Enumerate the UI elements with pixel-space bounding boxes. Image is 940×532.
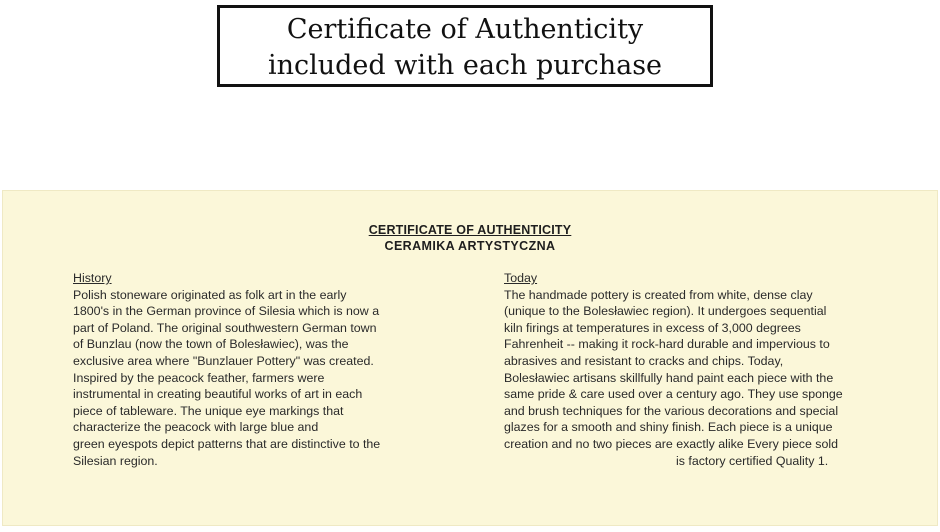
history-line: Polish stoneware originated as folk art in the early: [73, 287, 347, 302]
history-line: instrumental in creating beautiful works of art in each: [73, 387, 363, 402]
today-line: (unique to the Bolesławiec region). It undergoes sequential: [504, 304, 827, 319]
banner-line-2: included with each purchase: [267, 50, 663, 81]
certificate-card: [2, 190, 938, 526]
history-line: green eyespots depict patterns that are distinctive to the: [73, 436, 381, 451]
today-line: creation and no two pieces are exactly alike Every piece sold: [504, 436, 839, 451]
today-line: The handmade pottery is created from white, dense clay: [504, 287, 813, 302]
today-line: Bolesławiec artisans skillfully hand paint each piece with the: [504, 370, 834, 385]
banner-line-1: Certificate of Authenticity: [286, 14, 644, 45]
today-heading: Today: [504, 271, 538, 285]
today-line: glazes for a smooth and shiny finish. Each piece is a unique: [504, 420, 833, 435]
today-line: is factory certified Quality 1.: [676, 453, 829, 468]
certificate-subtitle: CERAMIKA ARTYSTYCZNA: [384, 239, 556, 253]
history-line: piece of tableware. The unique eye markings that: [73, 403, 344, 418]
history-heading: History: [73, 271, 112, 285]
history-line: characterize the peacock with large blue and: [73, 420, 319, 435]
history-line: Silesian region.: [73, 453, 158, 468]
certificate-banner: [217, 5, 713, 87]
today-line: Fahrenheit -- making it rock-hard durable and impervious to: [504, 337, 830, 352]
history-line: of Bunzlau (now the town of Bolesławiec), was the: [73, 337, 349, 352]
today-line: kiln firings at temperatures in excess of 3,000 degrees: [504, 320, 801, 335]
certificate-title: CERTIFICATE OF AUTHENTICITY: [368, 223, 572, 237]
history-section: [73, 270, 473, 469]
history-line: Inspired by the peacock feather, farmers were: [73, 370, 325, 385]
history-line: 1800's in the German province of Silesia which is now a: [73, 304, 380, 319]
today-line: abrasives and resistant to cracks and chips. Today,: [504, 353, 784, 368]
today-line: same pride & care used over a century ago. They use sponge: [504, 387, 843, 402]
today-line: and brush techniques for the various decorations and special: [504, 403, 839, 418]
today-section: [504, 270, 924, 469]
history-line: exclusive area where "Bunzlauer Pottery" was created.: [73, 353, 374, 368]
history-line: part of Poland. The original southwestern German town: [73, 320, 377, 335]
